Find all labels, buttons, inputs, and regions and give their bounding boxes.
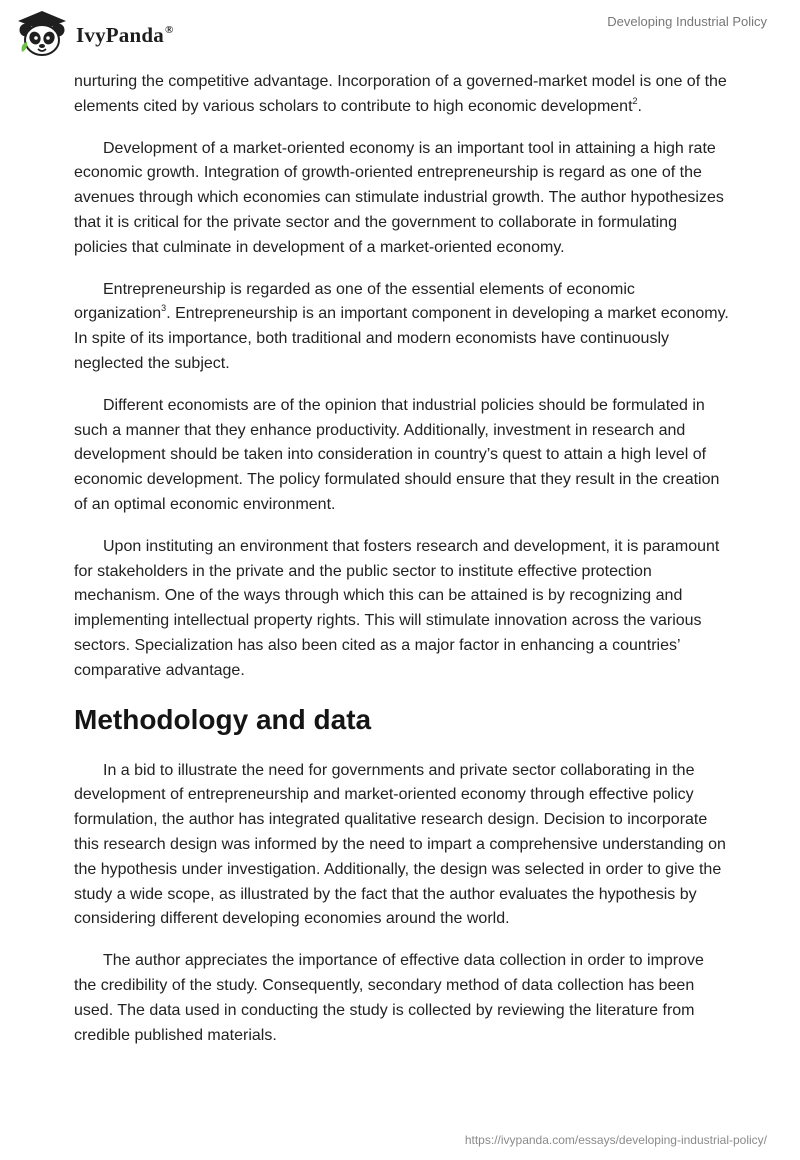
document-title: Developing Industrial Policy — [607, 14, 767, 29]
footnote-ref[interactable]: 3 — [161, 303, 167, 314]
paragraph: In a bid to illustrate the need for governments and private sector collaborating in the development of entrepreneurship and market-oriented economy through effective policy formulation, the author has integrated qualitative research design. Decision to incorporate this research design was informed by the need to impart a comprehensive understanding on the hypothesis under investigation. Additionally, the design was selected in order to give the study a wide scope, as illustrated by the fact that the author evaluates the hypothesis by considering different developing economies around the world. — [74, 761, 726, 928]
paragraph: nurturing the competitive advantage. Incorporation of a governed-market model is one of the elements cited by various scholars to contribute to high economic development$^2$. — [74, 73, 727, 115]
paragraph: Entrepreneurship is regarded as one of the essential elements of economic organization$^3$. Entrepreneurship is an important component in developing a market economy. In spite of its importance, both traditional and modern economists have continuously neglected the subject. — [74, 280, 729, 372]
section-heading: Methodology and data — [74, 703, 372, 735]
article-body — [74, 70, 729, 1065]
ivypanda-logo[interactable] — [14, 8, 173, 58]
page-header — [0, 0, 800, 70]
paragraph: Upon instituting an environment that fosters research and development, it is paramount for stakeholders in the private and the public sector to institute effective protection mechanism. One of the ways through which this can be attained is by recognizing and implementing intellectual property rights. This will stimulate innovation across the various sectors. Specialization has also been cited as a major factor in enhancing a countries’ comparative advantage. — [74, 537, 720, 679]
panda-graduation-cap-icon — [14, 8, 70, 58]
footnote-ref[interactable]: 2 — [632, 95, 638, 106]
paragraph: The author appreciates the importance of effective data collection in order to improve the credibility of the study. Consequently, secondary method of data collection has been used. The data used in conducting the study is collected by reviewing the literature from credible published materials. — [74, 952, 704, 1044]
paragraph: Different economists are of the opinion that industrial policies should be formulated in such a manner that they enhance productivity. Additionally, investment in research and development should be taken into consideration in country’s quest to attain a high level of economic development. The policy formulated should ensure that they result in the creation of an optimal economic environment. — [74, 396, 720, 513]
paragraph: Development of a market-oriented economy is an important tool in attaining a high rate economic growth. Integration of growth-oriented entrepreneurship is regard as one of the avenues through which economies can stimulate industrial growth. The author hypothesizes that it is critical for the private sector and the government to collaborate in formulating policies that culminate in development of a market-oriented economy. — [74, 139, 724, 256]
source-url[interactable]: https://ivypanda.com/essays/developing-industrial-policy/ — [464, 1133, 767, 1147]
brand-name: IvyPanda® — [76, 22, 174, 47]
registered-mark: ® — [164, 23, 174, 36]
